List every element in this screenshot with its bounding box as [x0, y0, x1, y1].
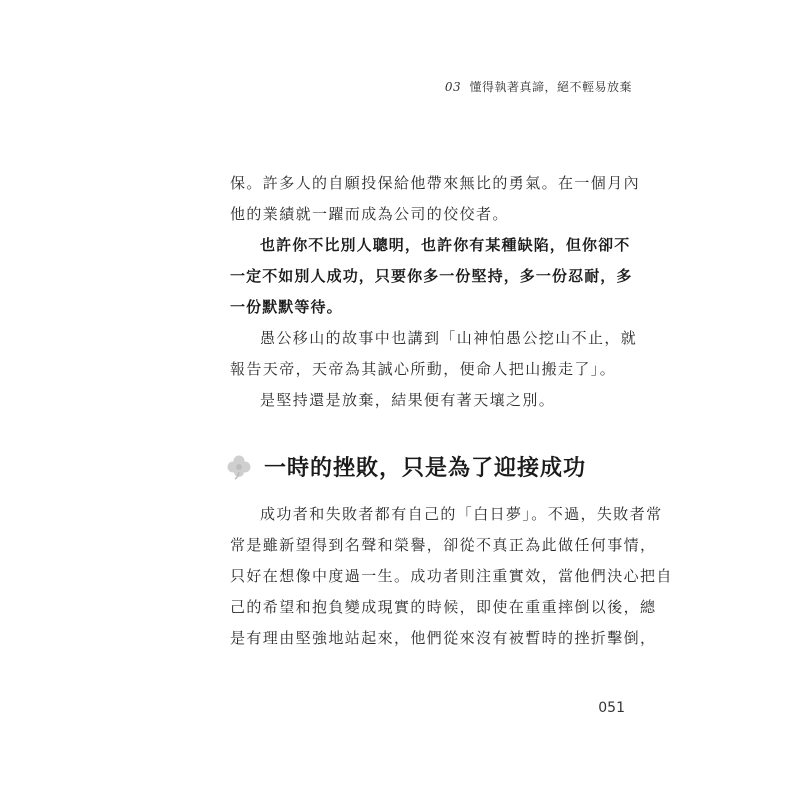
paragraph-line: 己的希望和抱負變成現實的時候，即使在重重摔倒以後，總	[230, 598, 657, 616]
paragraph-line: 保。許多人的自願投保給他帶來無比的勇氣。在一個月內	[230, 174, 641, 192]
chapter-title: 懂得執著真諦，絕不輕易放棄	[469, 80, 632, 94]
paragraph-line: 只好在想像中度過一生。成功者則注重實效，當他們決心把自	[230, 567, 673, 585]
paragraph-line: 是有理由堅強地站起來，他們從來沒有被暫時的挫折擊倒，	[230, 629, 657, 647]
section-title: 一時的挫敗，只是為了迎接成功	[264, 456, 587, 481]
body-text-block-2	[230, 499, 673, 654]
emphasis-paragraph-line: 一份默默等待。	[230, 298, 343, 316]
emphasis-paragraph-line: 一定不如別人成功，只要你多一份堅持，多一份忍耐，多	[230, 267, 633, 285]
paragraph-line: 愚公移山的故事中也講到「山神怕愚公挖山不止，就	[260, 329, 638, 347]
paragraph-line: 他的業績就一躍而成為公司的佼佼者。	[230, 205, 509, 223]
paragraph-line: 是堅持還是放棄，結果便有著天壤之別。	[260, 391, 556, 409]
body-text-block-1	[230, 168, 641, 416]
section-heading	[226, 451, 586, 482]
chapter-number: 03	[444, 80, 462, 94]
running-header	[445, 78, 632, 95]
clover-icon	[226, 454, 252, 480]
emphasis-paragraph-line: 也許你不比別人聰明，也許你有某種缺陷，但你卻不	[260, 236, 631, 254]
paragraph-line: 報告天帝，天帝為其誠心所動，便命人把山搬走了」。	[230, 360, 617, 378]
page-number: 051	[598, 700, 625, 716]
paragraph-line: 成功者和失敗者都有自己的「白日夢」。不過，失敗者常	[260, 505, 663, 523]
paragraph-line: 常是雖新望得到名聲和榮譽，卻從不真正為此做任何事情，	[230, 536, 657, 554]
